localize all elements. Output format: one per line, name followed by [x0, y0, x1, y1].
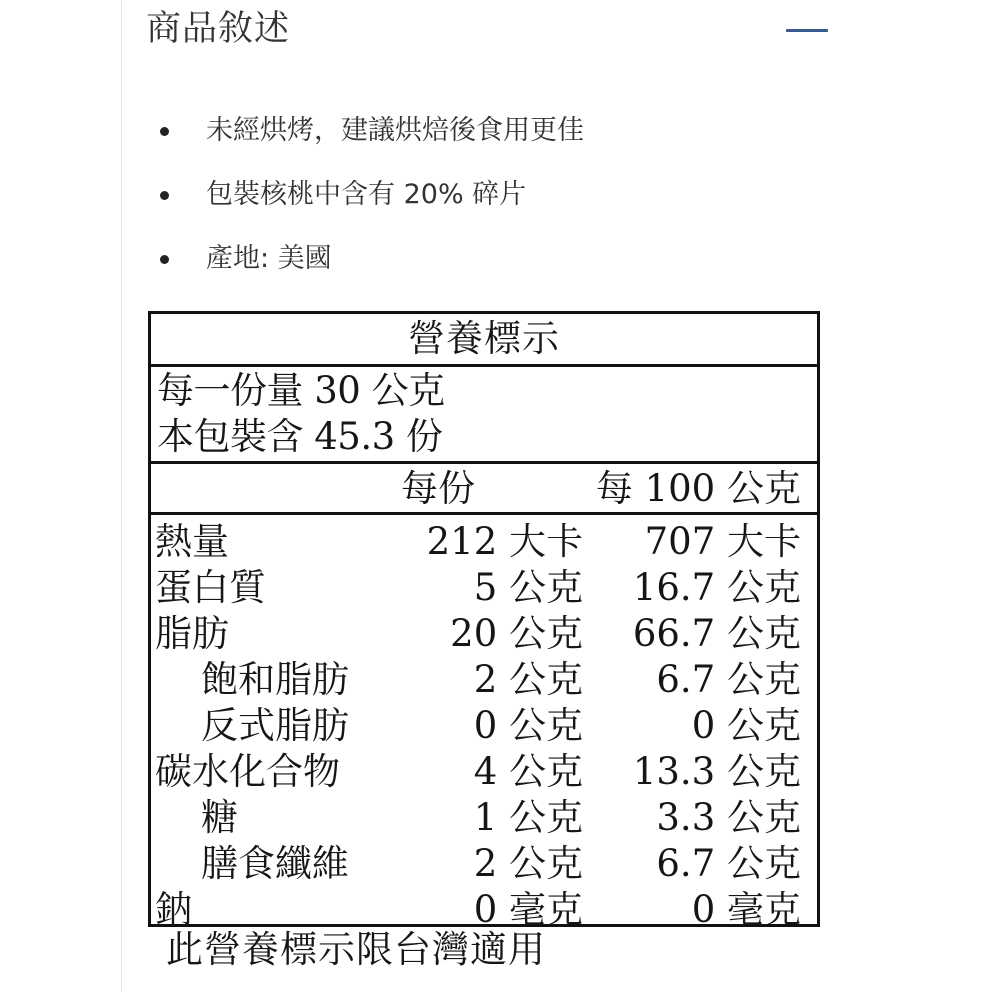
per-100g-value: 16.7 公克 — [632, 566, 801, 609]
nutrient-name: 蛋白質 — [155, 566, 266, 609]
nutrition-row — [151, 655, 817, 701]
nutrition-row — [151, 517, 817, 563]
per-100g-value: 0 毫克 — [691, 888, 801, 931]
column-per-100g: 每 100 公克 — [595, 467, 801, 510]
per-100g-value: 6.7 公克 — [656, 658, 801, 701]
per-100g-value: 3.3 公克 — [656, 796, 801, 839]
serving-size: 每一份量 30 公克 — [157, 369, 445, 412]
section-title: 商品敘述 — [146, 9, 291, 49]
serving-info — [151, 367, 817, 464]
per-serving-value: 5 公克 — [473, 566, 583, 609]
per-serving-value: 2 公克 — [473, 658, 583, 701]
nutrient-name: 碳水化合物 — [155, 750, 340, 793]
nutrient-name: 脂肪 — [155, 612, 229, 655]
content-divider — [121, 0, 122, 992]
per-serving-value: 212 大卡 — [426, 520, 583, 563]
per-100g-value: 66.7 公克 — [632, 612, 801, 655]
collapse-button[interactable] — [782, 16, 832, 46]
nutrition-label-image — [148, 311, 820, 931]
per-serving-value: 0 公克 — [473, 704, 583, 747]
bullet-icon — [160, 127, 169, 136]
bullet-icon — [160, 191, 169, 200]
nutrient-name: 熱量 — [155, 520, 229, 563]
nutrition-rows — [151, 515, 817, 931]
nutrition-row — [151, 885, 817, 931]
nutrient-name: 反式脂肪 — [201, 704, 349, 747]
list-item — [160, 234, 584, 298]
list-item-text: 產地: 美國 — [206, 243, 332, 274]
per-serving-value: 4 公克 — [473, 750, 583, 793]
per-100g-value: 707 大卡 — [644, 520, 801, 563]
description-list — [160, 106, 584, 298]
servings-per-package: 本包裝含 45.3 份 — [157, 415, 443, 458]
nutrition-row — [151, 747, 817, 793]
per-100g-value: 13.3 公克 — [632, 750, 801, 793]
nutrition-row — [151, 563, 817, 609]
nutrient-name: 膳食纖維 — [201, 842, 349, 885]
list-item — [160, 170, 584, 234]
nutrient-name: 鈉 — [155, 888, 192, 931]
nutrient-name: 飽和脂肪 — [201, 658, 349, 701]
per-100g-value: 6.7 公克 — [656, 842, 801, 885]
nutrition-row — [151, 839, 817, 885]
list-item-text: 未經烘烤，建議烘焙後食用更佳 — [206, 115, 584, 146]
nutrition-column-header — [151, 464, 817, 515]
nutrition-footnote: 此營養標示限台灣適用 — [166, 928, 546, 971]
per-serving-value: 1 公克 — [473, 796, 583, 839]
per-serving-value: 0 毫克 — [473, 888, 583, 931]
list-item — [160, 106, 584, 170]
nutrition-label-heading: 營養標示 — [151, 314, 817, 367]
bullet-icon — [160, 255, 169, 264]
nutrition-row — [151, 793, 817, 839]
minus-icon — [786, 29, 828, 32]
list-item-text: 包裝核桃中含有 20% 碎片 — [206, 179, 527, 210]
nutrition-row — [151, 609, 817, 655]
per-serving-value: 20 公克 — [450, 612, 583, 655]
nutrient-name: 糖 — [201, 796, 238, 839]
per-serving-value: 2 公克 — [473, 842, 583, 885]
per-100g-value: 0 公克 — [691, 704, 801, 747]
column-per-serving: 每份 — [401, 467, 475, 510]
nutrition-row — [151, 701, 817, 747]
